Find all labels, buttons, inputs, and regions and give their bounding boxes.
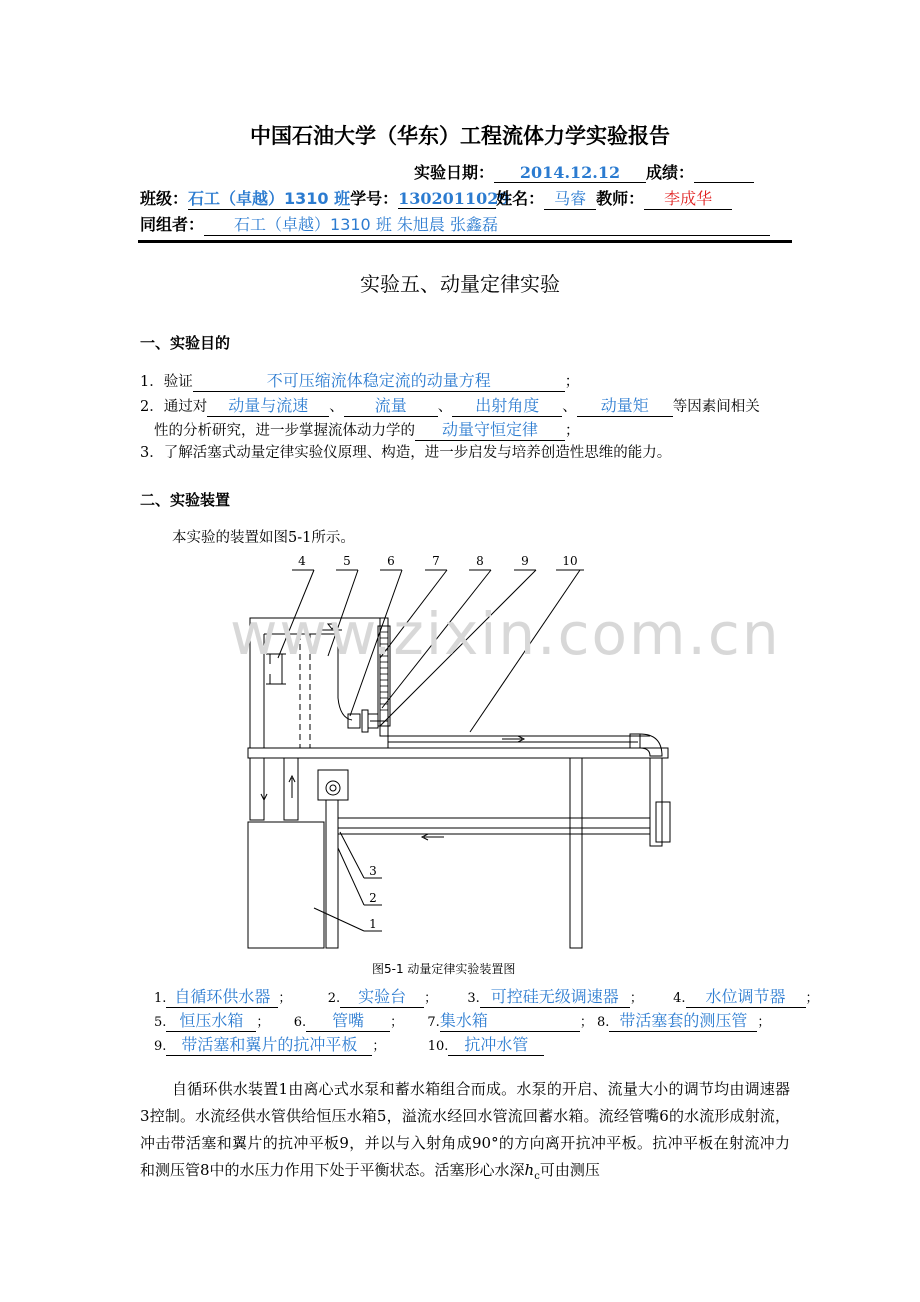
id-label: 学号：	[350, 189, 399, 208]
part-name: 自循环供水器	[166, 984, 278, 1008]
objective-2	[140, 393, 760, 417]
figure-number: 10	[562, 554, 578, 568]
part-sep: ；	[256, 1015, 270, 1030]
date-value: 2014.12.12	[494, 163, 646, 183]
id-value: 1302011029	[398, 189, 510, 208]
objective-2-line2	[154, 417, 580, 441]
figure-number: 9	[521, 554, 529, 568]
header-divider	[138, 240, 792, 243]
part-sep: ；	[579, 1015, 593, 1030]
objective-2-line2-text: 性的分析研究，进一步掌握流体动力学的	[154, 423, 415, 439]
parts-row-3	[154, 1032, 544, 1056]
report-title: 中国石油大学（华东）工程流体力学实验报告	[250, 123, 670, 148]
objective-2-sep: 、	[437, 399, 453, 415]
part-name: 恒压水箱	[166, 1008, 256, 1032]
parts-row-1	[154, 984, 819, 1008]
part-sep: ；	[629, 991, 643, 1006]
part-sep: ；	[278, 991, 292, 1006]
experiment-title: 实验五、动量定律实验	[360, 272, 560, 296]
teacher-value: 李成华	[644, 186, 732, 210]
part-name: 集水箱	[440, 1008, 580, 1032]
part-number: 4.	[673, 991, 686, 1006]
objective-2-prefix: 2．通过对	[140, 399, 208, 415]
objective-2-suffix: ；	[565, 423, 580, 439]
student-row	[140, 186, 732, 210]
description-end: 可由测压	[539, 1161, 600, 1179]
section2-heading: 二、实验装置	[140, 491, 231, 509]
class-value: 石工（卓越）1310 班	[188, 186, 350, 210]
figure-number: 1	[369, 917, 377, 931]
part-number: 3.	[467, 991, 480, 1006]
figure-number: 5	[343, 554, 351, 568]
figure-number: 2	[369, 891, 377, 905]
part-name: 可控硅无级调速器	[480, 984, 630, 1008]
part-sep: ；	[372, 1039, 386, 1054]
part-number: 10.	[427, 1039, 449, 1054]
part-number: 1.	[154, 991, 167, 1006]
teacher-label: 教师：	[596, 189, 645, 208]
objective-2-answer-5: 动量守恒定律	[415, 417, 565, 441]
description-var: h	[524, 1161, 535, 1179]
objective-1-answer: 不可压缩流体稳定流的动量方程	[193, 368, 565, 392]
part-number: 8.	[596, 1015, 610, 1030]
apparatus-description	[140, 1076, 790, 1190]
objective-2-answer-1: 动量与流速	[207, 393, 329, 417]
part-number: 9.	[154, 1039, 167, 1054]
part-name: 实验台	[340, 984, 424, 1008]
part-number: 2.	[327, 991, 341, 1006]
part-sep: ；	[390, 1015, 404, 1030]
name-label: 姓名：	[496, 189, 545, 208]
watermark: www.zixin.com.cn	[230, 600, 781, 668]
part-number: 5.	[154, 1015, 167, 1030]
grade-label: 成绩：	[646, 163, 695, 182]
objective-2-answer-3: 出射角度	[452, 393, 562, 417]
parts-row-2	[154, 1008, 770, 1032]
date-label: 实验日期：	[414, 163, 495, 182]
figure-number: 3	[369, 864, 377, 878]
part-sep: ；	[805, 991, 819, 1006]
objective-2-sep: 、	[329, 399, 344, 415]
group-value: 石工（卓越）1310 班 朱旭晨 张鑫磊	[204, 212, 770, 236]
part-name: 抗冲水管	[448, 1032, 544, 1056]
objective-3: 3．了解活塞式动量定律实验仪原理、构造，进一步启发与培养创造性思维的能力。	[140, 445, 672, 461]
part-name: 带活塞和翼片的抗冲平板	[166, 1032, 372, 1056]
objective-1-prefix: 1．验证	[140, 374, 193, 390]
date-row	[414, 160, 754, 183]
part-name: 管嘴	[306, 1008, 390, 1032]
objective-1-suffix: ；	[564, 374, 580, 390]
part-sep: ；	[757, 1015, 771, 1030]
class-label: 班级：	[140, 189, 189, 208]
part-name: 水位调节器	[686, 984, 806, 1008]
objective-2-answer-4: 动量矩	[577, 393, 673, 417]
name-value: 马睿	[544, 186, 596, 210]
objective-1	[140, 368, 579, 392]
figure-caption: 图5-1 动量定律实验装置图	[372, 962, 516, 976]
figure-number: 8	[476, 554, 484, 568]
group-label: 同组者：	[140, 215, 205, 234]
description-sub: c	[534, 1171, 540, 1182]
grade-value	[694, 163, 754, 183]
objective-2-mid: 等因素间相关	[672, 399, 760, 415]
part-number: 7.	[427, 1015, 440, 1030]
group-row	[140, 212, 770, 236]
figure-number: 4	[298, 554, 306, 568]
apparatus-intro: 本实验的装置如图5-1所示。	[172, 530, 355, 546]
description-text: 自循环供水装置1由离心式水泵和蓄水箱组合而成。水泵的开启、流量大小的调节均由调速器3控制。水流经供水管供给恒压水箱5，溢流水经回水管流回蓄水箱。流经管嘴6的水流形成射流，冲击带活塞和翼片的抗冲平板9，并以与入射角成90°的方向离开抗冲平板。抗冲平板在射流冲力和测压管8中的水压力作用下处于平衡状态。活塞形心水深	[140, 1080, 790, 1179]
figure-number: 7	[432, 554, 440, 568]
part-number: 6.	[293, 1015, 307, 1030]
figure-number: 6	[387, 554, 395, 568]
objective-2-answer-2: 流量	[344, 393, 438, 417]
section1-heading: 一、实验目的	[140, 334, 231, 352]
part-sep: ；	[424, 991, 438, 1006]
part-name: 带活塞套的测压管	[609, 1008, 757, 1032]
objective-2-sep: 、	[562, 399, 577, 415]
